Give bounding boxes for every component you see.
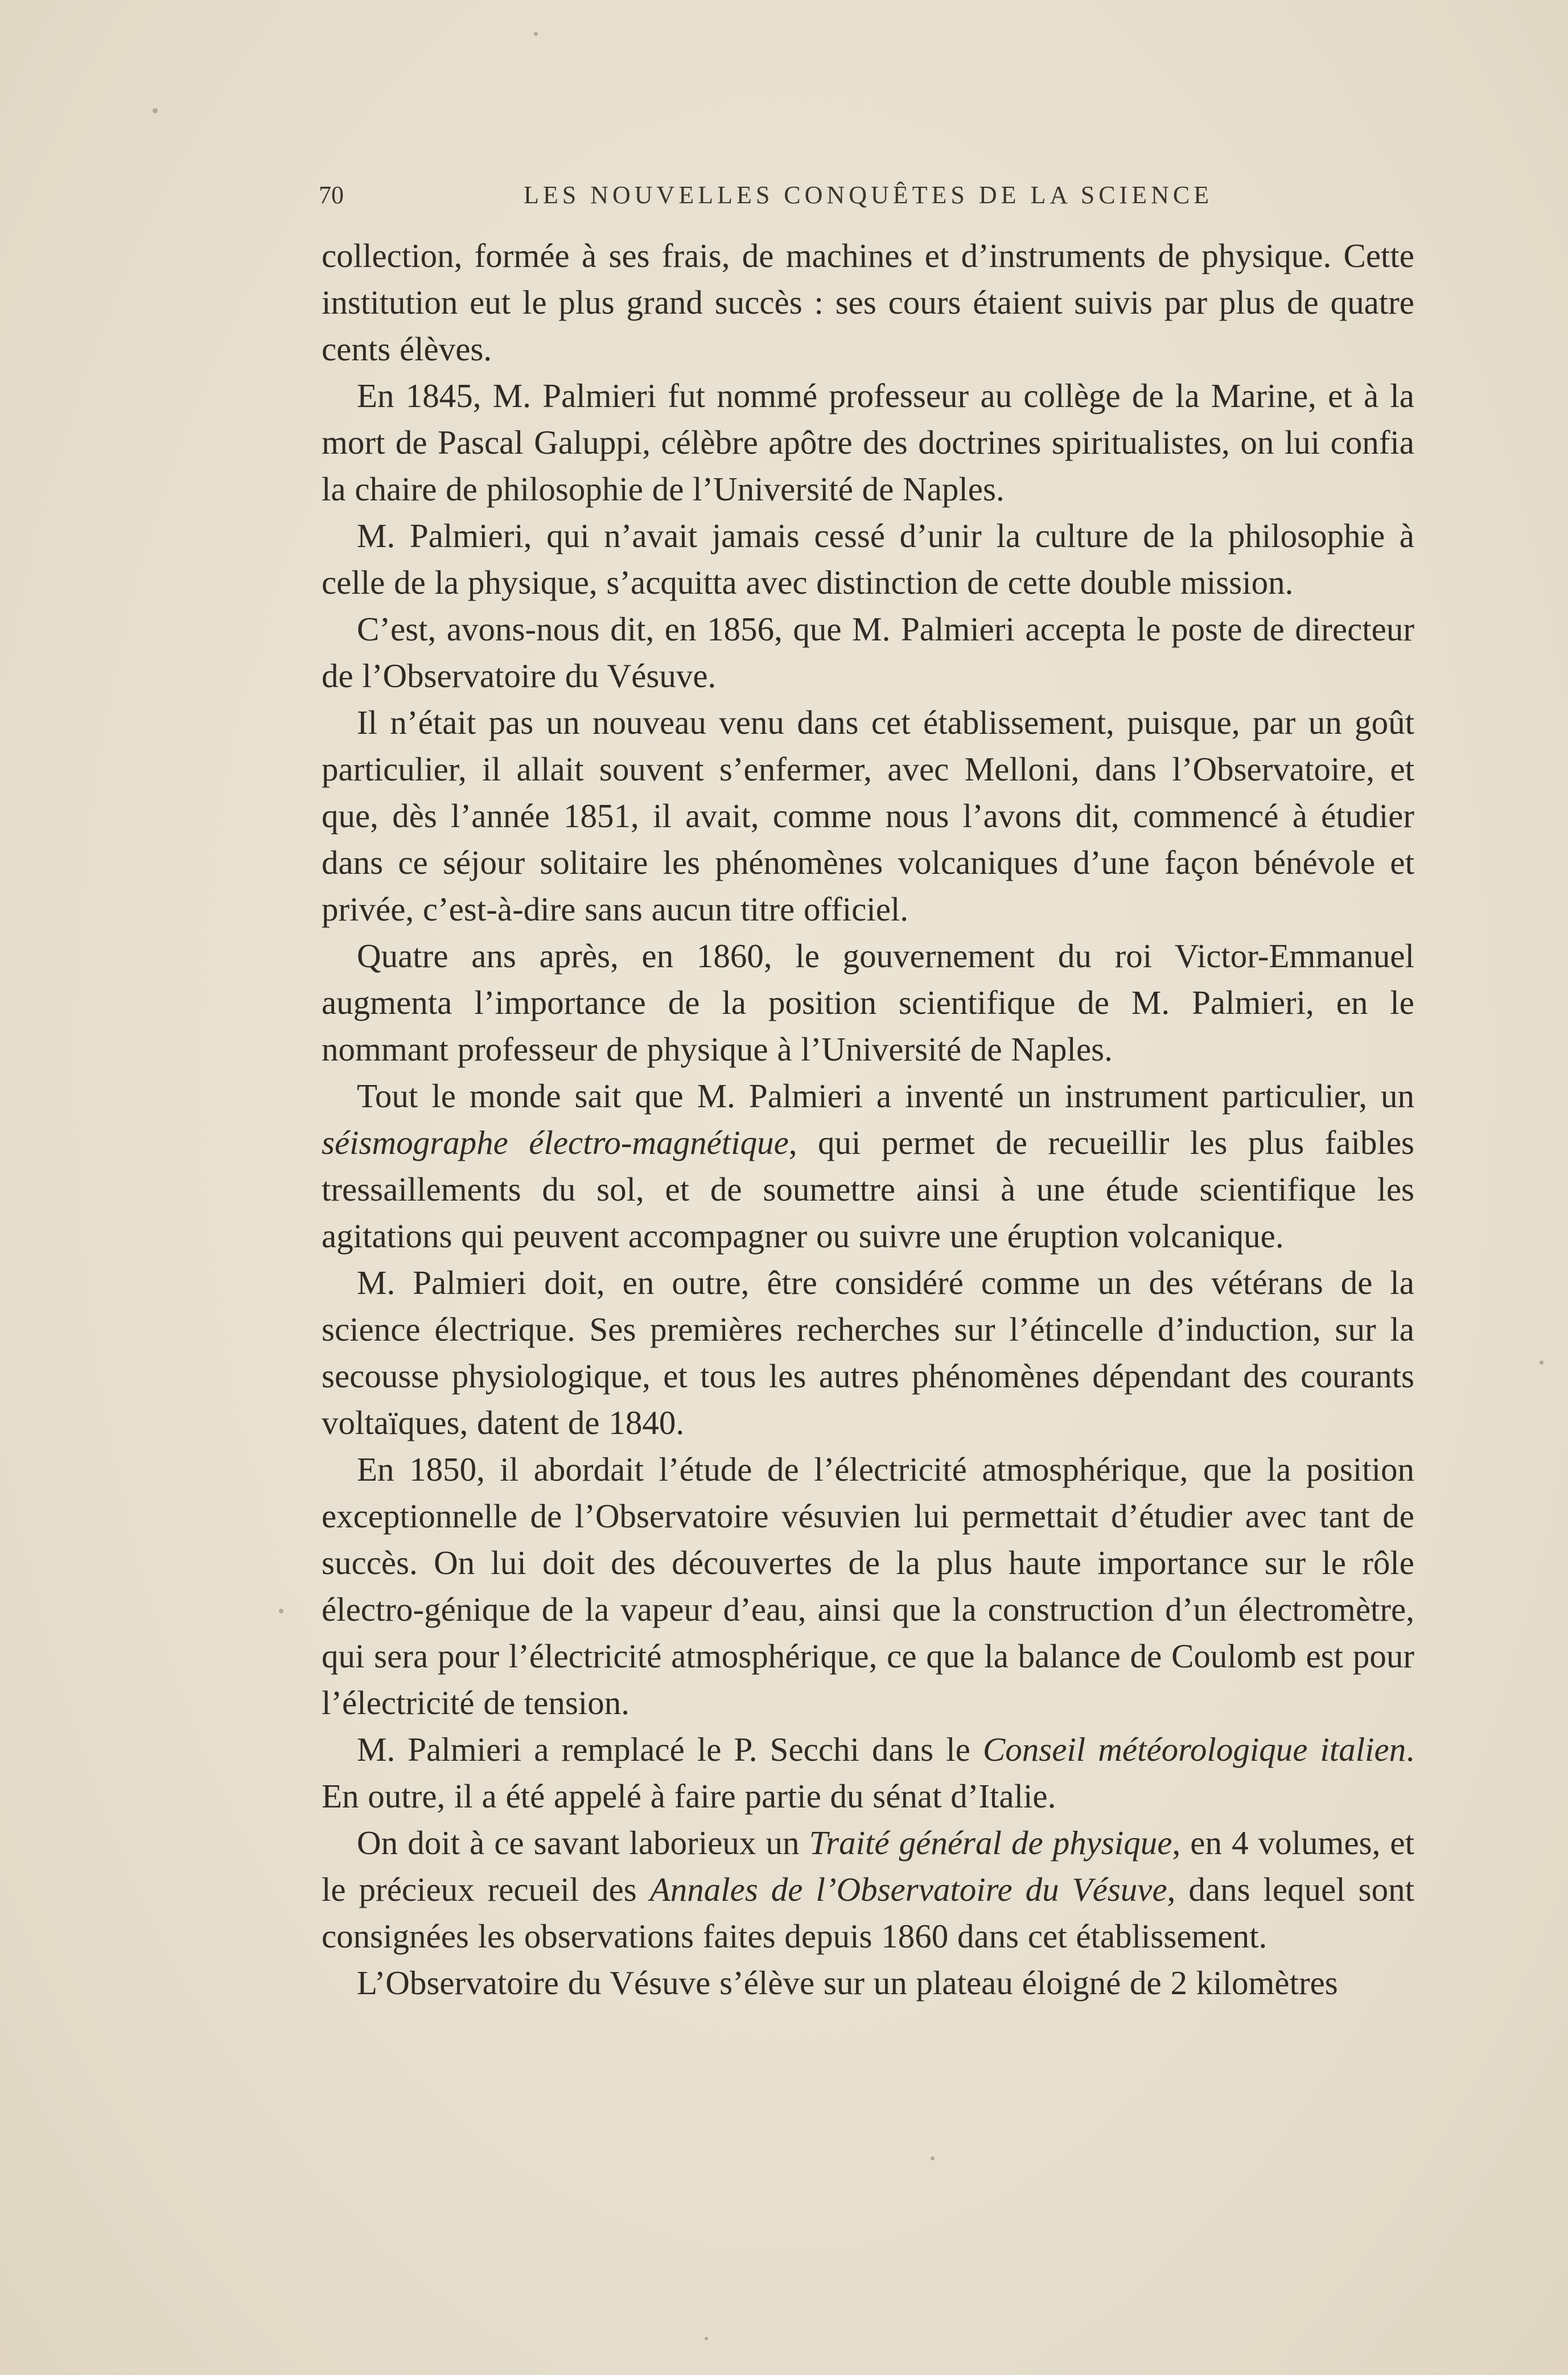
paragraph (322, 1259, 1414, 1446)
text-run: , en 4 volumes, et le précieux recueil des (322, 1824, 1414, 1908)
text-run: . En outre, il a été appelé à faire partie du sénat d’Italie. (322, 1731, 1414, 1815)
text-run: collection, formée à ses frais, de machines et d’instruments de physique. Cette institution eut le plus grand succès : ses cours étaient suivis par plus de quatre cents élèves. (322, 237, 1414, 368)
paragraph (322, 232, 1414, 372)
text-run: On doit à ce savant laborieux un (357, 1824, 809, 1862)
text-run: Quatre ans après, en 1860, le gouvernement du roi Victor-Emmanuel augmenta l’importance de la position scientifique de M. Palmieri, en le nommant professeur de physique à l’Université de Naples. (322, 937, 1414, 1068)
italic-title: Traité général de physique (809, 1824, 1172, 1862)
paragraph (322, 1819, 1414, 1959)
paragraph (322, 1073, 1414, 1259)
paragraph (322, 699, 1414, 932)
paragraph (322, 932, 1414, 1073)
italic-title: Annales de l’Observatoire du Vésuve (649, 1871, 1167, 1908)
text-run: , qui permet de recueillir les plus faibles tressaillements du sol, et de soumettre ainsi à une étude scientifique les agitations qui peuvent accompagner ou suivre une éruption volcanique. (322, 1124, 1415, 1255)
paper-speck (534, 32, 538, 36)
paragraph (322, 1726, 1414, 1819)
text-run: En 1850, il abordait l’étude de l’électricité atmosphérique, que la position exceptionnelle de l’Observatoire vésuvien lui permettait d’étudier avec tant de succès. On lui doit des découvertes de la plus haute importance sur le rôle électro-génique de la vapeur d’eau, ainsi que la construction d’un électromètre, qui sera pour l’électricité atmosphérique, ce que la balance de Coulomb est pour l’électricité de tension. (322, 1451, 1414, 1721)
text-run: M. Palmieri, qui n’avait jamais cessé d’unir la culture de la philosophie à celle de la physique, s’acquitta avec distinction de cette double mission. (322, 517, 1414, 601)
paper-speck (279, 1609, 283, 1613)
paragraph (322, 1959, 1414, 2006)
text-run: M. Palmieri doit, en outre, être considéré comme un des vétérans de la science électrique. Ses premières recherches sur l’étincelle d’induction, sur la secousse physiologique, et tous les autres phénomènes dépendant des courants voltaïques, datent de 1840. (322, 1264, 1414, 1441)
running-head: LES NOUVELLES CONQUÊTES DE LA SCIENCE (524, 181, 1213, 209)
text-run: Il n’était pas un nouveau venu dans cet établissement, puisque, par un goût particulier, il allait souvent s’enfermer, avec Melloni, dans l’Observatoire, et que, dès l’année 1851, il avait, comme nous l’avons dit, commencé à étudier dans ce séjour solitaire les phénomènes volcaniques d’une façon bénévole et privée, c’est-à-dire sans aucun titre officiel. (322, 704, 1414, 928)
paper-speck (1540, 1361, 1544, 1365)
text-run: En 1845, M. Palmieri fut nommé professeur au collège de la Marine, et à la mort de Pascal Galuppi, célèbre apôtre des doctrines spiritualistes, on lui confia la chaire de philosophie de l’Université de Naples. (322, 377, 1414, 508)
paragraph (322, 512, 1414, 606)
text-run: Tout le monde sait que M. Palmieri a inventé un instrument particulier, un (357, 1077, 1414, 1115)
page-header (319, 175, 1414, 215)
paragraph (322, 372, 1414, 512)
text-run: M. Palmieri a remplacé le P. Secchi dans le (357, 1731, 983, 1768)
italic-term: séismographe électro-magnétique (322, 1124, 789, 1161)
paragraph (322, 1446, 1414, 1726)
paper-speck (931, 2156, 935, 2160)
italic-title: Conseil météorologique italien (982, 1731, 1406, 1768)
text-run: L’Observatoire du Vésuve s’élève sur un plateau éloigné de 2 kilomètres (357, 1964, 1338, 2002)
text-run: C’est, avons-nous dit, en 1856, que M. Palmieri accepta le poste de directeur de l’Observatoire du Vésuve. (322, 610, 1414, 695)
text-run: , dans lequel sont consignées les observations faites depuis 1860 dans cet établissement. (322, 1871, 1414, 1955)
paper-speck (705, 2337, 708, 2340)
paragraph (322, 606, 1414, 699)
paper-speck (153, 108, 158, 113)
page-number: 70 (319, 181, 344, 209)
body-text (322, 232, 1414, 2006)
